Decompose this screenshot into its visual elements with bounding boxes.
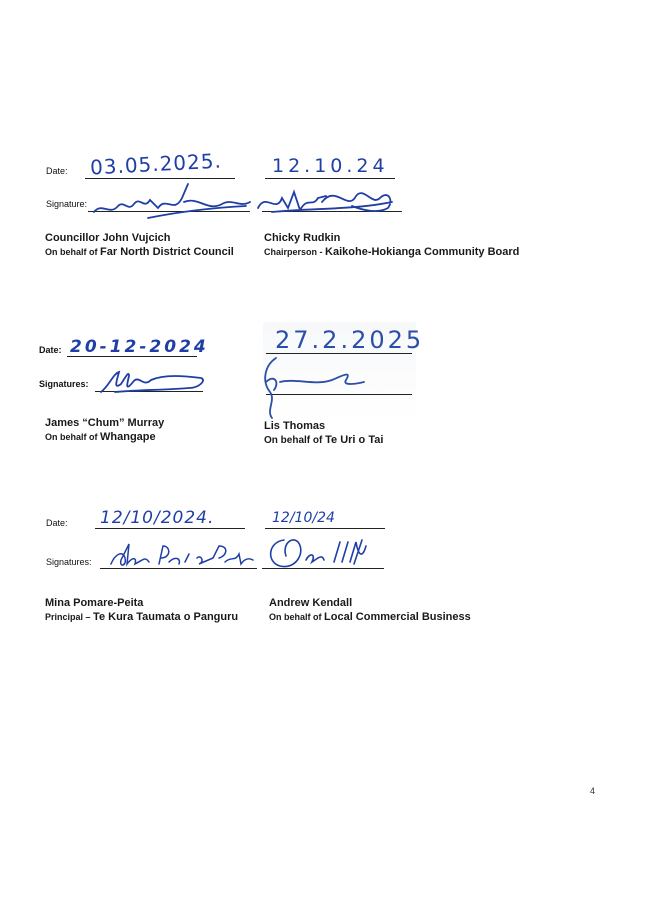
date-label: Date: <box>39 345 62 355</box>
signatory-name: Chicky Rudkin <box>264 232 341 244</box>
date-line <box>67 356 197 357</box>
role-prefix: Chairperson - <box>264 247 323 257</box>
date-label: Date: <box>46 518 68 528</box>
date-line <box>265 528 385 529</box>
handwritten-date: 03.05.2025. <box>89 148 223 180</box>
signature-thomas <box>256 352 416 422</box>
role-prefix: On behalf of <box>264 435 323 446</box>
signature-murray <box>95 366 211 400</box>
role-prefix: Principal – <box>45 612 91 622</box>
handwritten-date: 12/10/24 <box>272 510 335 526</box>
role-prefix: On behalf of <box>269 612 322 622</box>
handwritten-date: 27.2.2025 <box>275 326 425 354</box>
role-org: Whangape <box>100 431 156 443</box>
date-line <box>95 528 245 529</box>
signatory-name: Andrew Kendall <box>269 597 353 609</box>
date-label: Date: <box>46 166 68 176</box>
signatory-name: Mina Pomare-Peita <box>45 597 144 609</box>
signature-rudkin <box>252 178 402 224</box>
handwritten-date: 12.10.24 <box>272 155 389 177</box>
role-org: Kaikohe-Hokianga Community Board <box>325 246 520 258</box>
signatory-role <box>264 246 519 258</box>
signatory-role <box>264 434 383 446</box>
role-org: Te Kura Taumata o Panguru <box>93 611 239 623</box>
signature-pomare-peita <box>105 536 260 576</box>
role-org: Local Commercial Business <box>324 611 471 623</box>
signatory-name: Lis Thomas <box>264 420 326 432</box>
handwritten-date: 20-12-2024 <box>70 337 209 357</box>
signature-label: Signature: <box>46 199 88 209</box>
signature-vujcich <box>88 178 256 224</box>
signatory-role <box>45 431 156 443</box>
signatory-role <box>45 611 238 623</box>
signatory-role <box>269 611 471 623</box>
signatory-name: James “Chum” Murray <box>45 417 165 429</box>
page-number: 4 <box>590 786 596 796</box>
role-prefix: On behalf of <box>45 247 98 257</box>
signature-label: Signatures: <box>39 379 89 389</box>
signatory-role <box>45 246 234 258</box>
signatory-name: Councillor John Vujcich <box>45 232 171 244</box>
role-org: Far North District Council <box>100 246 234 258</box>
handwritten-date: 12/10/2024. <box>100 508 215 528</box>
signature-label: Signatures: <box>46 557 92 567</box>
signature-kendall <box>262 532 386 574</box>
role-org: Te Uri o Tai <box>325 434 384 446</box>
role-prefix: On behalf of <box>45 432 98 442</box>
